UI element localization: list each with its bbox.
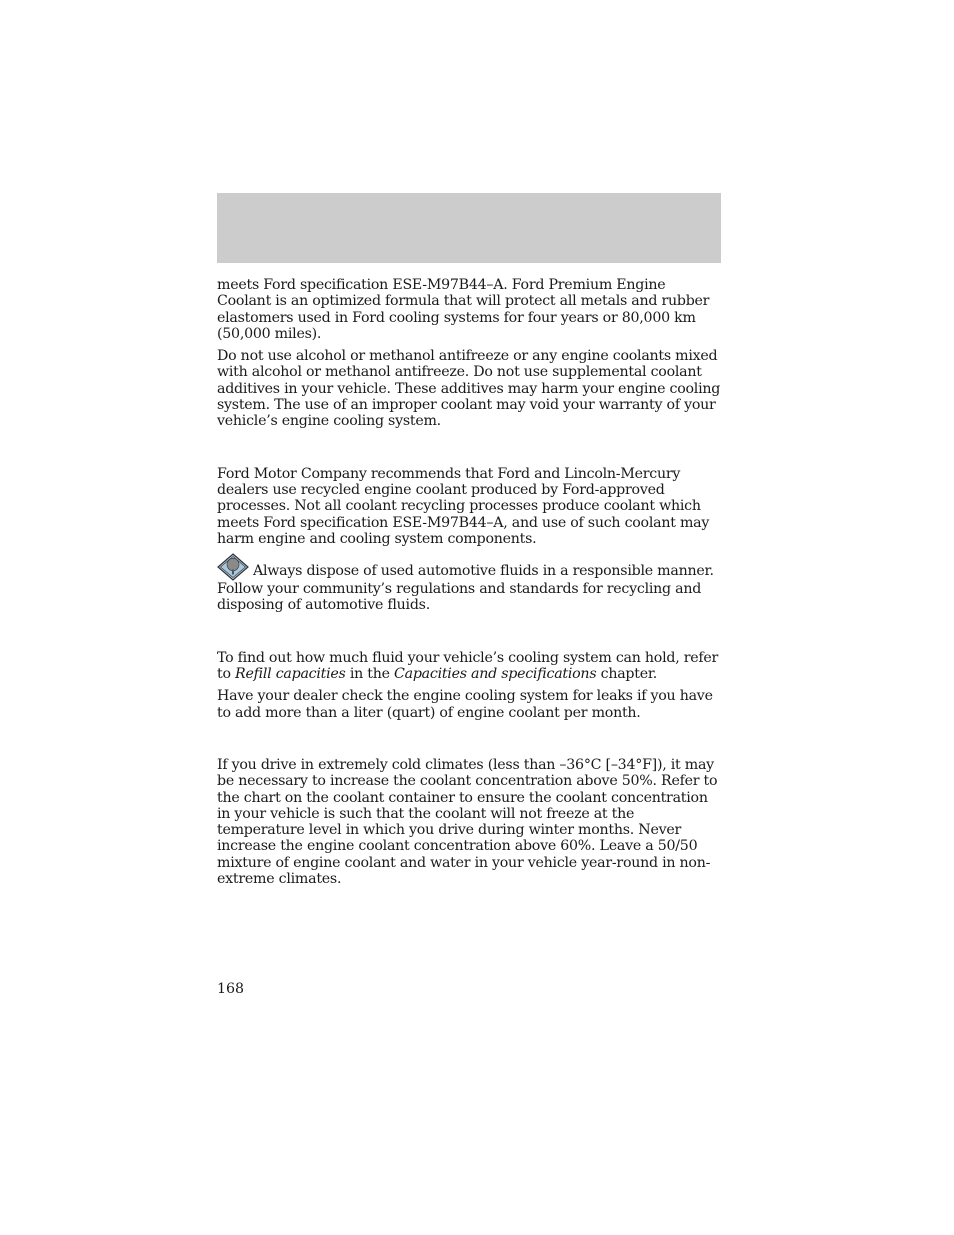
capacity-text-middle: in the [345, 666, 395, 683]
paragraph-coolant-spec: meets Ford specification ESE-M97B44–A. Ford Premium Engine Coolant is an optimized formula that will protect all metals and rubber elastomers used in Ford cooling systems for four years or 80,000 km (50,000 miles). [217, 277, 710, 342]
page-number: 168 [217, 981, 245, 997]
paragraph-leak-check: Have your dealer check the engine cooling system for leaks if you have to add more than a liter (quart) of engine coolant per month. [217, 688, 713, 721]
tree-diamond-icon [217, 553, 249, 581]
paragraph-recycled-coolant: Ford Motor Company recommends that Ford and Lincoln-Mercury dealers use recycled engine coolant produced by Ford-approved processes. Not all coolant recycling processes produce coolant which meets Ford specification ESE-M97B44–A, and use of such coolant may harm engine and cooling system components. [217, 465, 710, 547]
refill-capacities-reference: Refill capacities [235, 666, 346, 683]
paragraph-fluid-capacity [217, 650, 723, 683]
dispose-fluids-text: Always dispose of used automotive fluids in a responsible manner. Follow your community’s regulations and standards for recycling and disposing of automotive fluids. [217, 563, 714, 614]
page-body [217, 277, 723, 887]
paragraph-do-not-use: Do not use alcohol or methanol antifreeze or any engine coolants mixed with alcohol or methanol antifreeze. Do not use supplemental coolant additives in your vehicle. These additives may harm your engine cooling system. The use of an improper coolant may void your warranty of your vehicle’s engine cooling system. [217, 348, 721, 430]
capacities-specifications-reference: Capacities and specifications [394, 666, 597, 683]
paragraph-dispose-fluids [217, 553, 723, 614]
capacity-text-before: To find out how much fluid your vehicle’s cooling system can hold, refer to [217, 649, 719, 683]
section-header-band [217, 193, 721, 263]
capacity-text-after: chapter. [596, 666, 658, 683]
paragraph-cold-climates: If you drive in extremely cold climates (less than –36°C [–34°F]), it may be necessary to increase the coolant concentration above 50%. Refer to the chart on the coolant container to ensure the coolant concentration in your vehicle is such that the coolant will not freeze at the temperature level in which you drive during winter months. Never increase the engine coolant concentration above 60%. Leave a 50/50 mixture of engine coolant and water in your vehicle year-round in non-extreme climates. [217, 756, 718, 888]
